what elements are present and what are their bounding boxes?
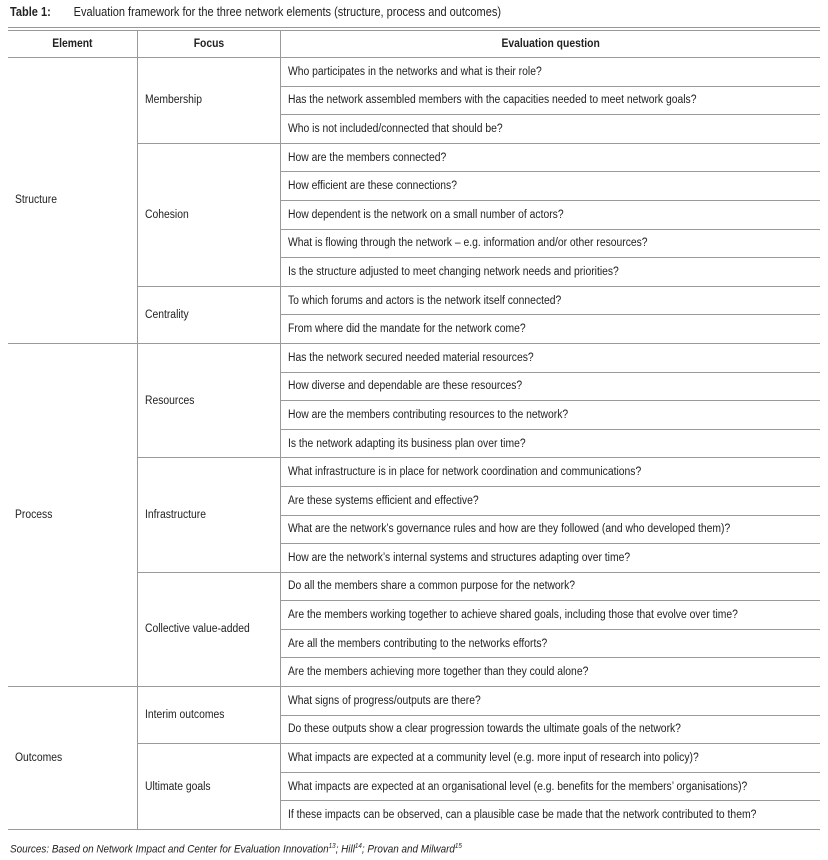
table-row: [8, 58, 820, 87]
question-text: What infrastructure is in place for network coordination and communications?: [287, 466, 641, 479]
question-cell: [280, 372, 820, 401]
question-text: What impacts are expected at an organisational level (e.g. benefits for the members’ organisations)?: [287, 780, 747, 793]
question-text: What is flowing through the network – e.g. information and/or other resources?: [287, 237, 648, 250]
question-text: If these impacts can be observed, can a plausible case be made that the network contributed to them?: [287, 809, 756, 822]
element-cell: [8, 687, 137, 830]
caption-label: Table 1:: [10, 5, 51, 19]
header-focus: Focus: [137, 29, 280, 58]
question-cell: [280, 544, 820, 573]
question-text: Who participates in the networks and what is their role?: [287, 65, 542, 78]
question-cell: [280, 143, 820, 172]
element-cell: [8, 58, 137, 344]
element-label: Structure: [15, 194, 58, 207]
question-text: Do all the members share a common purpose for the network?: [287, 580, 575, 593]
element-label: Outcomes: [15, 752, 63, 765]
focus-label: Membership: [144, 94, 202, 107]
sources-footnote: Sources: Based on Network Impact and Center for Evaluation Innovation$^{13}$; Hill$^{14}$; Provan and Milward$^{15}$: [10, 843, 462, 856]
focus-cell: [137, 458, 280, 572]
focus-label: Interim outcomes: [144, 709, 224, 722]
question-cell: [280, 200, 820, 229]
focus-label: Infrastructure: [144, 509, 206, 521]
question-cell: [280, 715, 820, 744]
question-cell: [280, 572, 820, 601]
question-text: To which forums and actors is the network itself connected?: [287, 294, 561, 307]
focus-cell: [137, 58, 280, 144]
question-cell: [280, 629, 820, 658]
question-text: From where did the mandate for the network come?: [287, 323, 526, 336]
question-cell: [280, 172, 820, 201]
focus-label: Centrality: [144, 308, 189, 321]
question-text: Are all the members contributing to the networks efforts?: [287, 637, 547, 650]
question-text: Is the structure adjusted to meet changing network needs and priorities?: [287, 265, 619, 278]
focus-cell: [137, 143, 280, 286]
question-cell: [280, 429, 820, 458]
question-cell: [280, 315, 820, 344]
question-cell: [280, 601, 820, 630]
question-text: Are the members achieving more together than they could alone?: [287, 666, 588, 679]
question-cell: [280, 486, 820, 515]
evaluation-table: [8, 27, 820, 830]
question-text: How are the network’s internal systems and structures adapting over time?: [287, 551, 630, 564]
focus-label: Collective value-added: [144, 623, 250, 636]
question-text: What impacts are expected at a community level (e.g. more input of research into policy)?: [287, 752, 699, 765]
question-cell: [280, 801, 820, 830]
question-text: Has the network assembled members with the capacities needed to meet network goals?: [287, 94, 696, 107]
question-text: How are the members contributing resources to the network?: [287, 408, 568, 421]
question-cell: [280, 258, 820, 287]
question-cell: [280, 744, 820, 773]
question-cell: [280, 401, 820, 430]
focus-cell: [137, 286, 280, 343]
question-text: What are the network’s governance rules and how are they followed (and who developed them)?: [287, 523, 730, 536]
question-cell: [280, 772, 820, 801]
question-cell: [280, 58, 820, 87]
question-text: Do these outputs show a clear progression towards the ultimate goals of the network?: [287, 723, 681, 736]
question-text: How are the members connected?: [287, 151, 446, 164]
question-cell: [280, 458, 820, 487]
question-text: What signs of progress/outputs are there?: [287, 694, 481, 707]
focus-cell: [137, 343, 280, 457]
question-cell: [280, 687, 820, 716]
table-caption: [10, 5, 501, 19]
element-cell: [8, 343, 137, 686]
question-text: How diverse and dependable are these resources?: [287, 380, 522, 393]
question-cell: [280, 229, 820, 258]
question-text: How efficient are these connections?: [287, 180, 457, 193]
question-cell: [280, 86, 820, 115]
question-cell: [280, 515, 820, 544]
question-text: Are the members working together to achieve shared goals, including those that evolve over time?: [287, 609, 738, 622]
header-question: Evaluation question: [280, 29, 820, 58]
question-text: How dependent is the network on a small number of actors?: [287, 208, 564, 221]
question-text: Who is not included/connected that should be?: [287, 122, 503, 135]
header-row: [8, 29, 820, 58]
table-row: [8, 343, 820, 372]
question-cell: [280, 286, 820, 315]
question-cell: [280, 658, 820, 687]
focus-label: Ultimate goals: [144, 780, 211, 793]
element-label: Process: [15, 509, 53, 521]
caption-text: Evaluation framework for the three network elements (structure, process and outcomes): [73, 5, 501, 19]
focus-cell: [137, 572, 280, 686]
question-text: Has the network secured needed material resources?: [287, 351, 534, 364]
question-cell: [280, 343, 820, 372]
focus-label: Resources: [144, 394, 194, 407]
table-row: [8, 687, 820, 716]
header-element: Element: [8, 29, 137, 58]
focus-cell: [137, 744, 280, 830]
focus-label: Cohesion: [144, 208, 189, 221]
question-text: Is the network adapting its business plan over time?: [287, 437, 526, 450]
question-text: Are these systems efficient and effective?: [287, 494, 479, 507]
focus-cell: [137, 687, 280, 744]
question-cell: [280, 115, 820, 144]
